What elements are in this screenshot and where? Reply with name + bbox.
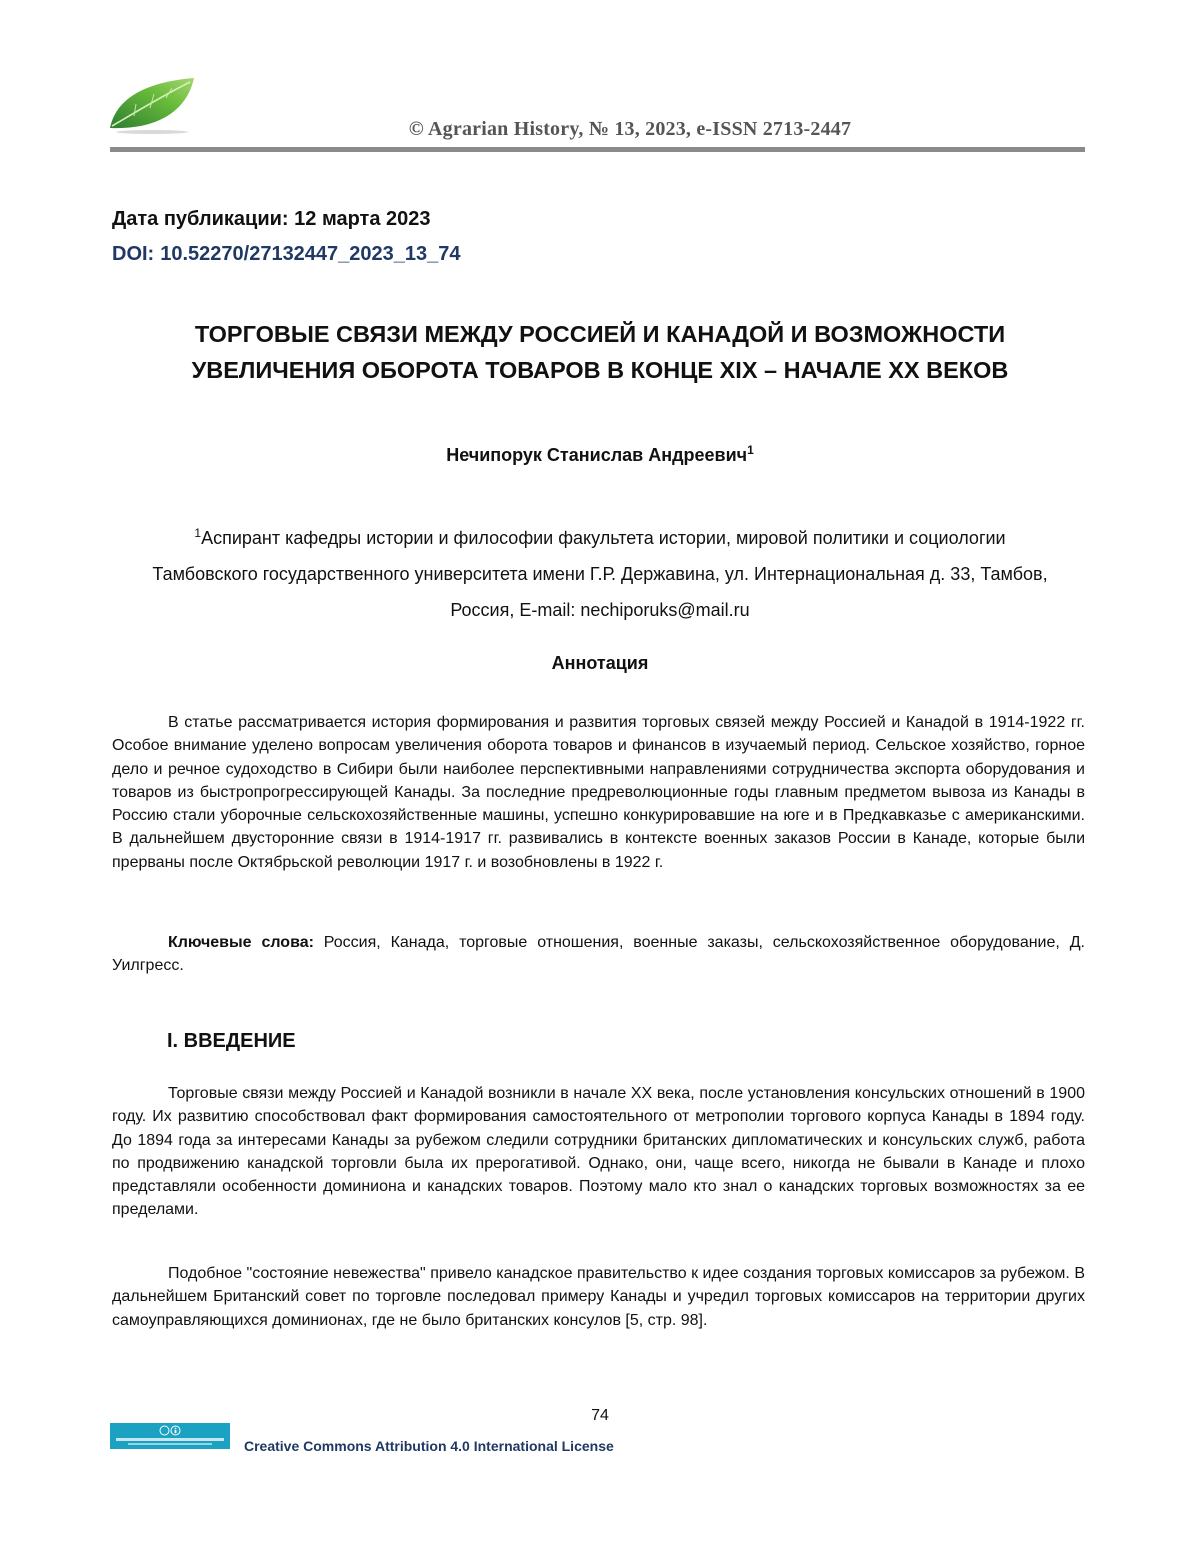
section-heading-introduction: I. ВВЕДЕНИЕ: [167, 1030, 296, 1052]
article-title: [100, 316, 1100, 388]
abstract-heading: Аннотация: [551, 653, 649, 673]
author-name: [300, 443, 900, 466]
page-number: 74: [591, 1407, 609, 1424]
leaf-logo-icon: [106, 76, 198, 134]
author-text: Нечипорук Станислав Андреевич: [446, 445, 748, 465]
abstract-text: В статье рассматривается история формирования и развития торговых связей между Россией и Канадой в 1914-1922 гг. Особое внимание уделено вопросам увеличения оборота товаров и финансов в изучаемый период. Сельское хозяйство, горное дело и речное судоходство в Сибири были наиболее перспективными направлениями сотрудничества экспорта оборудования и товаров из быстропрогрессирующей Канады. За последние предреволюционные годы главным предметом вывоза из Канады в Россию стали уборочные сельскохозяйственные машины, успешно конкурировавшие на юге и в Предкавказье с американскими. В дальнейшем двусторонние связи в 1914-1917 гг. развивались в контексте военных заказов России в Канаде, которые были прерваны после Октябрьской революции 1917 г. и возобновлены в 1922 г.: [112, 714, 1085, 871]
intro-paragraph-1: Торговые связи между Россией и Канадой возникли в начале XX века, после установления консульских отношений в 1900 году. Их развитию способствовал факт формирования самостоятельного от метрополии торгового корпуса Канады в 1894 году. До 1894 года за интересами Канады за рубежом следили сотрудники британских дипломатических и консульских служб, работа по продвижению канадской торговли была их прерогативой. Однако, они, чаще всего, никогда не бывали в Канаде и плохо представляли особенности доминиона и канадских товаров. Поэтому мало кто знал о канадских торговых возможностях за ее пределами.: [112, 1085, 1085, 1219]
doi-value[interactable]: 10.52270/27132447_2023_13_74: [160, 243, 461, 265]
journal-header: © Agrarian History, № 13, 2023, e-ISSN 2713-2447: [408, 118, 852, 140]
author-affiliation: [140, 515, 1060, 628]
intro-paragraph-2: Подобное "состояние невежества" привело канадское правительство к идее создания торговых комиссаров за рубежом. В дальнейшем Британский совет по торговле последовал примеру Канады и учредил торговых комиссаров на территории других самоуправляющихся доминионах, где не было британских консулов [5, стр. 98].: [112, 1265, 1085, 1329]
author-superscript: 1: [747, 443, 754, 457]
doi-label: DOI:: [112, 243, 155, 265]
affiliation-superscript: 1: [194, 526, 202, 540]
keywords-text: Россия, Канада, торговые отношения, военные заказы, сельскохозяйственное оборудование, Д. Уилгресс.: [112, 934, 1085, 975]
affiliation-text: Аспирант кафедры истории и философии факультета истории, мировой политики и социологии Тамбовского государственного университета имени Г.Р. Державина, ул. Интернациональная д. 33, Тамбов, Россия, E-mail: nechiporuks@mail.ru: [152, 528, 1048, 620]
title-line-1: ТОРГОВЫЕ СВЯЗИ МЕЖДУ РОССИЕЙ И КАНАДОЙ И ВОЗМОЖНОСТИ: [194, 321, 1006, 347]
title-line-2: УВЕЛИЧЕНИЯ ОБОРОТА ТОВАРОВ В КОНЦЕ XIX – НАЧАЛЕ XX ВЕКОВ: [191, 357, 1009, 383]
header-rule: [110, 147, 1085, 152]
license-link[interactable]: Creative Commons Attribution 4.0 International License: [244, 1438, 614, 1454]
cc-by-badge-icon[interactable]: [110, 1423, 230, 1449]
doi-line: [112, 243, 461, 266]
cc-badge-fine-print: [116, 1438, 224, 1441]
keywords-label: Ключевые слова:: [168, 934, 314, 951]
keywords: [112, 931, 1085, 978]
publication-date: Дата публикации: 12 марта 2023: [112, 208, 431, 230]
cc-badge-fine-print-2: [128, 1443, 212, 1445]
cc-circles-icon: [159, 1425, 181, 1436]
